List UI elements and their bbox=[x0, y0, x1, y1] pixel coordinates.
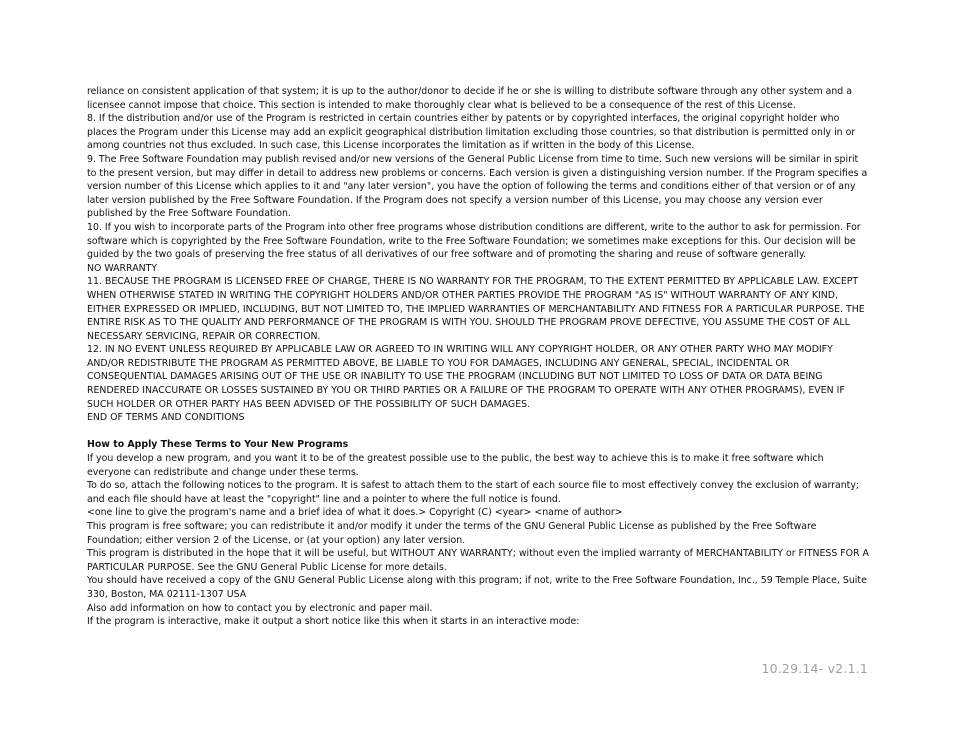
paragraph-contact-info: Also add information on how to contact you by electronic and paper mail. bbox=[87, 602, 433, 614]
paragraph-received-copy: You should have received a copy of the GNU General Public License along with this program; if not, write to the Free Software Foundation, Inc., 59 Temple Place, Suite 330, Boston, MA 02111-1307 USA bbox=[87, 575, 867, 600]
paragraph-section-9: 9. The Free Software Foundation may publish revised and/or new versions of the General Public License from time to time. Such new versions will be similar in spirit to the present version, but may differ in detail to address new problems or concerns. Each version is given a distinguishing version number. If the Program specifies a version number of this License which applies to it and "any later version", you have the option of following the terms and conditions either of that version or of any later version published by the Free Software Foundation. If the Program does not specify a version number of this License, you may choose any version ever published by the Free Software Foundation. bbox=[87, 153, 868, 220]
no-warranty-heading: NO WARRANTY bbox=[87, 262, 158, 274]
paragraph-reliance: reliance on consistent application of that system; it is up to the author/donor to decide if he or she is willing to distribute software through any other system and a licensee cannot impose that choice. This section is intended to make thoroughly clear what is believed to be a consequence of the rest of this License. bbox=[87, 86, 852, 111]
paragraph-attach-notices: To do so, attach the following notices to the program. It is safest to attach them to the start of each source file to most effectively convey the exclusion of warranty; and each file should have at least the "copyright" line and a pointer to where the full notice is found. bbox=[87, 480, 860, 505]
paragraph-copyright-line: <one line to give the program's name and a brief idea of what it does.> Copyright (C) <year> <name of author> bbox=[87, 507, 623, 519]
section-spacer bbox=[87, 425, 869, 439]
paragraph-develop-new-program: If you develop a new program, and you want it to be of the greatest possible use to the public, the best way to achieve this is to make it free software which everyone can redistribute and change under these terms. bbox=[87, 453, 824, 478]
document-body bbox=[87, 85, 869, 629]
section-heading-how-to-apply: How to Apply These Terms to Your New Programs bbox=[87, 439, 349, 451]
paragraph-distributed-hope: This program is distributed in the hope that it will be useful, but WITHOUT ANY WARRANTY; without even the implied warranty of MERCHANTABILITY or FITNESS FOR A PARTICULAR PURPOSE. See the GNU General Public License for more details. bbox=[87, 548, 869, 573]
paragraph-section-11: 11. BECAUSE THE PROGRAM IS LICENSED FREE OF CHARGE, THERE IS NO WARRANTY FOR THE PROGRAM, TO THE EXTENT PERMITTED BY APPLICABLE LAW. EXCEPT WHEN OTHERWISE STATED IN WRITING THE COPYRIGHT HOLDERS AND/OR OTHER PARTIES PROVIDE THE PROGRAM "AS IS" WITHOUT WARRANTY OF ANY KIND, EITHER EXPRESSED OR IMPLIED, INCLUDING, BUT NOT LIMITED TO, THE IMPLIED WARRANTIES OF MERCHANTABILITY AND FITNESS FOR A PARTICULAR PURPOSE. THE ENTIRE RISK AS TO THE QUALITY AND PERFORMANCE OF THE PROGRAM IS WITH YOU. SHOULD THE PROGRAM PROVE DEFECTIVE, YOU ASSUME THE COST OF ALL NECESSARY SERVICING, REPAIR OR CORRECTION. bbox=[87, 276, 865, 342]
paragraph-section-12: 12. IN NO EVENT UNLESS REQUIRED BY APPLICABLE LAW OR AGREED TO IN WRITING WILL ANY COPYRIGHT HOLDER, OR ANY OTHER PARTY WHO MAY MODIFY AND/OR REDISTRIBUTE THE PROGRAM AS PERMITTED ABOVE, BE LIABLE TO YOU FOR DAMAGES, INCLUDING ANY GENERAL, SPECIAL, INCIDENTAL OR CONSEQUENTIAL DAMAGES ARISING OUT OF THE USE OR INABILITY TO USE THE PROGRAM (INCLUDING BUT NOT LIMITED TO LOSS OF DATA OR DATA BEING RENDERED INACCURATE OR LOSSES SUSTAINED BY YOU OR THIRD PARTIES OR A FAILURE OF THE PROGRAM TO OPERATE WITH ANY OTHER PROGRAMS), EVEN IF SUCH HOLDER OR OTHER PARTY HAS BEEN ADVISED OF THE POSSIBILITY OF SUCH DAMAGES. bbox=[87, 344, 845, 410]
end-of-terms: END OF TERMS AND CONDITIONS bbox=[87, 412, 245, 424]
version-footer: 10.29.14- v2.1.1 bbox=[761, 661, 868, 676]
paragraph-free-software: This program is free software; you can redistribute it and/or modify it under the terms of the GNU General Public License as published by the Free Software Foundation; either version 2 of the License, or (at your option) any later version. bbox=[87, 521, 817, 546]
paragraph-section-10: 10. If you wish to incorporate parts of the Program into other free programs whose distribution conditions are different, write to the author to ask for permission. For software which is copyrighted by the Free Software Foundation, write to the Free Software Foundation; we sometimes make exceptions for this. Our decision will be guided by the two goals of preserving the free status of all derivatives of our free software and of promoting the sharing and reuse of software generally. bbox=[87, 221, 861, 261]
paragraph-section-8: 8. If the distribution and/or use of the Program is restricted in certain countries either by patents or by copyrighted interfaces, the original copyright holder who places the Program under this License may add an explicit geographical distribution limitation excluding those countries, so that distribution is permitted only in or among countries not thus excluded. In such case, this License incorporates the limitation as if written in the body of this License. bbox=[87, 113, 856, 152]
paragraph-interactive-notice: If the program is interactive, make it output a short notice like this when it starts in an interactive mode: bbox=[87, 616, 580, 628]
